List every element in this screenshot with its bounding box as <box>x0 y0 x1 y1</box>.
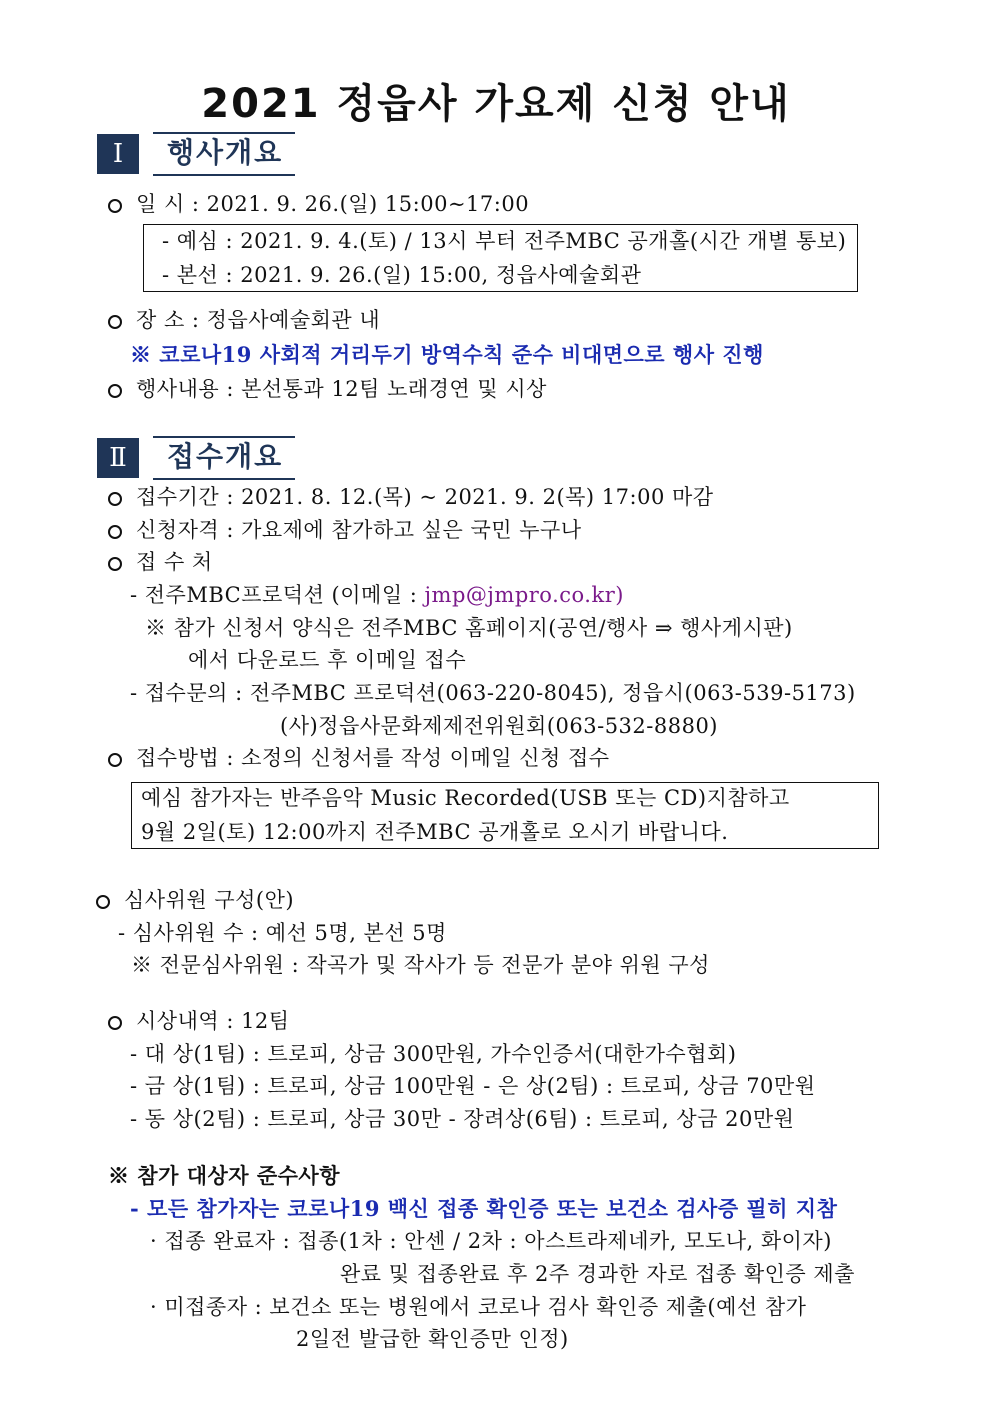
rules-main: - 모든 참가자는 코로나19 백신 접종 확인증 또는 보건소 검사증 필히 지참 <box>130 1196 838 1221</box>
application-period-line <box>108 482 714 512</box>
section-2-number: Ⅱ <box>97 438 139 478</box>
awards-title-line <box>108 1006 290 1036</box>
circle-bullet-icon <box>108 199 122 213</box>
place-text: 장 소 : 정읍사예술회관 내 <box>136 308 381 332</box>
circle-bullet-icon <box>108 384 122 398</box>
section-1-title: 행사개요 <box>153 132 295 176</box>
circle-bullet-icon <box>108 492 122 506</box>
qualification-text: 신청자격 : 가요제에 참가하고 싶은 국민 누구나 <box>136 518 582 542</box>
place-line <box>108 305 380 335</box>
covid-note: ※ 코로나19 사회적 거리두기 방역수칙 준수 비대면으로 행사 진행 <box>130 342 764 367</box>
event-date-line <box>108 189 529 219</box>
prelim-instruction-2: 9월 2일(토) 12:00까지 전주MBC 공개홀로 오시기 바랍니다. <box>141 820 729 844</box>
method-line <box>108 743 610 773</box>
circle-bullet-icon <box>108 315 122 329</box>
section-2-title: 접수개요 <box>153 436 295 480</box>
prelim-instruction-1: 예심 참가자는 반주음악 Music Recorded(USB 또는 CD)지참하고 <box>141 786 790 810</box>
office-text: 접 수 처 <box>136 550 213 574</box>
event-content-text: 행사내용 : 본선통과 12팀 노래경연 및 시상 <box>136 377 547 401</box>
application-period-text: 접수기간 : 2021. 8. 12.(목) ~ 2021. 9. 2(목) 17:00 마감 <box>136 485 714 509</box>
prelim-schedule: - 예심 : 2021. 9. 4.(토) / 13시 부터 전주MBC 공개홀(시간 개별 통보) <box>162 229 847 253</box>
unvaccinated-line-1: · 미접종자 : 보건소 또는 병원에서 코로나 검사 확인증 제출(예선 참가 <box>150 1295 807 1319</box>
unvaccinated-line-2: 2일전 발급한 확인증만 인정) <box>296 1327 569 1351</box>
judges-count: - 심사위원 수 : 예선 5명, 본선 5명 <box>118 921 447 945</box>
form-note-line-1: ※ 참가 신청서 양식은 전주MBC 홈페이지(공연/행사 ⇒ 행사게시판) <box>145 616 793 640</box>
circle-bullet-icon <box>108 525 122 539</box>
page-title: 2021 정읍사 가요제 신청 안내 <box>201 81 791 127</box>
award-line-gold-silver: - 금 상(1팀) : 트로피, 상금 100만원 - 은 상(2팀) : 트로피, 상금 70만원 <box>130 1074 816 1098</box>
office-sub-text: - 전주MBC프로덕션 (이메일 : <box>130 583 425 607</box>
method-text: 접수방법 : 소정의 신청서를 작성 이메일 신청 접수 <box>136 746 610 770</box>
form-note-line-2: 에서 다운로드 후 이메일 접수 <box>188 648 467 672</box>
inquiry-line-1: - 접수문의 : 전주MBC 프로덕션(063-220-8045), 정읍시(063-539-5173) <box>130 681 856 705</box>
email-link[interactable]: jmp@jmpro.co.kr) <box>424 583 624 607</box>
judges-note: ※ 전문심사위원 : 작곡가 및 작사가 등 전문가 분야 위원 구성 <box>131 953 710 977</box>
circle-bullet-icon <box>108 557 122 571</box>
awards-title-text: 시상내역 : 12팀 <box>136 1009 290 1033</box>
award-line-bronze-encourage: - 동 상(2팀) : 트로피, 상금 30만 - 장려상(6팀) : 트로피, 상금 20만원 <box>130 1107 795 1131</box>
section-1-number: Ⅰ <box>97 134 139 174</box>
circle-bullet-icon <box>96 895 110 909</box>
event-date-text: 일 시 : 2021. 9. 26.(일) 15:00∼17:00 <box>136 192 530 216</box>
judges-title-line <box>96 885 294 915</box>
office-line <box>108 547 213 577</box>
vaccinated-line-1: · 접종 완료자 : 접종(1차 : 안센 / 2차 : 아스트라제네카, 모도나, 화이자) <box>150 1229 832 1253</box>
award-line-grand: - 대 상(1팀) : 트로피, 상금 300만원, 가수인증서(대한가수협회) <box>130 1042 737 1066</box>
circle-bullet-icon <box>108 1016 122 1030</box>
final-schedule: - 본선 : 2021. 9. 26.(일) 15:00, 정읍사예술회관 <box>162 263 642 287</box>
circle-bullet-icon <box>108 753 122 767</box>
vaccinated-line-2: 완료 및 접종완료 후 2주 경과한 자로 접종 확인증 제출 <box>340 1262 855 1286</box>
event-content-line <box>108 374 547 404</box>
qualification-line <box>108 515 582 545</box>
judges-title-text: 심사위원 구성(안) <box>124 888 295 912</box>
inquiry-line-2: (사)정읍사문화제제전위원회(063-532-8880) <box>280 714 719 738</box>
rules-title: ※ 참가 대상자 준수사항 <box>108 1163 341 1188</box>
office-sub-line <box>130 580 624 610</box>
